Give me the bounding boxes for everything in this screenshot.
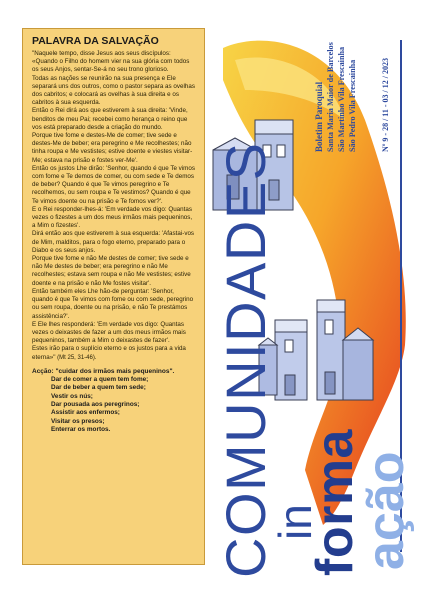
gospel-paragraph: E Ele lhes responderá: 'Em verdade vos digo: Quantas vezes o deixastes de fazer a um dos meus irmãos mais pequeninos, também a Mim o deixastes de fazer'. (32, 320, 186, 345)
gospel-paragraph-last (32, 345, 196, 361)
action-item: Visitar os presos; (51, 417, 105, 425)
gospel-paragraph: "Naquele tempo, disse Jesus aos seus discípulos: «Quando o Filho do homem vier na sua glória com todos os seus Anjos, sentar-Se-á no seu trono glorioso. (32, 50, 190, 74)
masthead-acao: ação (357, 451, 415, 570)
masthead-forma: forma (306, 429, 364, 576)
action-item: Dar pousada aos peregrinos; (51, 401, 140, 409)
gospel-paragraph: Porque tive fome e destes-Me de comer; tive sede e destes-Me de beber; era peregrino e Me recolhestes; não tinha roupa e Me vestistes; estive doente e viestes visitar-Me; estava na prisão e fostes ver-Me'. (32, 132, 193, 164)
gospel-reference: (Mt 25, 31-46). (57, 354, 97, 361)
parish-name-1: Santa Maria Maior de Barcelos (326, 42, 335, 152)
action-item: Vestir os nús; (51, 392, 93, 400)
gospel-last-text: Estes irão para o suplício eterno e os justos para a vida eterna»" (32, 345, 186, 361)
gospel-paragraph: Então os justos Lhe dirão: 'Senhor, quando é que Te vimos com fome e Te demos de comer, ou com sede e Te demos de beber? Quando é que Te vimos peregrino e Te recolhemos, ou sem roupa e Te vestimos? Quando é que Te vimos doente ou na prisão e Te fomos ver?'. (32, 164, 195, 205)
panel-title: PALAVRA DA SALVAÇÃO (32, 35, 159, 47)
action-list (32, 376, 196, 434)
gospel-paragraph: Então o Rei dirá aos que estiverem à sua direita: 'Vinde, benditos de meu Pai; recebei como herança o reino que vos está preparado desde a criação do mundo. (32, 107, 188, 131)
masthead-in: in (269, 504, 321, 540)
parish-name-2: São Martinho Vila Frescainha (337, 46, 346, 152)
issue-dates: Nº 9 - 28 / 11 - 03 / 12 / 2023 (381, 58, 390, 152)
gospel-text (32, 50, 196, 362)
gospel-paragraph: Porque tive fome e não Me destes de comer; tive sede e não Me destes de beber; era peregrino e não Me recolhestes; estava sem roupa e não Me vestistes; estive doente e na prisão e não Me fostes visitar'. (32, 255, 191, 287)
action-item: Assistir aos enfermos; (51, 409, 120, 417)
gospel-panel (22, 28, 205, 565)
action-item: Enterrar os mortos. (51, 425, 111, 433)
action-section (32, 368, 196, 434)
gospel-paragraph: Todas as nações se reunirão na sua presença e Ele separará uns dos outros, como o pastor separa as ovelhas dos cabritos; e colocará as ovelhas à sua direita e os cabritos à sua esquerda. (32, 74, 195, 107)
action-item: Dar de comer a quem tem fome; (51, 376, 149, 384)
gospel-paragraph: E o Rei responder-lhes-á: 'Em verdade vos digo: Quantas vezes o fizestes a um dos meus irmãos mais pequeninos, a Mim o fizestes'. (32, 205, 193, 230)
action-item: Dar de beber a quem tem sede; (51, 384, 146, 392)
bulletin-title: Boletim Paroquial (314, 81, 324, 152)
gospel-paragraph: Então também eles Lhe hão-de perguntar: 'Senhor, quando é que Te vimos com fome ou com sede, peregrino ou sem roupa, doente ou na prisão, e não Te prestámos assistência?'. (32, 287, 194, 320)
masthead-comunidades: COMUNIDADES (214, 141, 277, 578)
gospel-paragraph: Dirá então aos que estiverem à sua esquerda: 'Afastai-vos de Mim, malditos, para o fogo eterno, preparado para o Diabo e os seus anjos. (32, 230, 195, 254)
parish-name-3: São Pedro Vila Frescainha (348, 59, 357, 152)
action-title: Acção: "cuidar dos irmãos mais pequeninos". (32, 367, 175, 375)
